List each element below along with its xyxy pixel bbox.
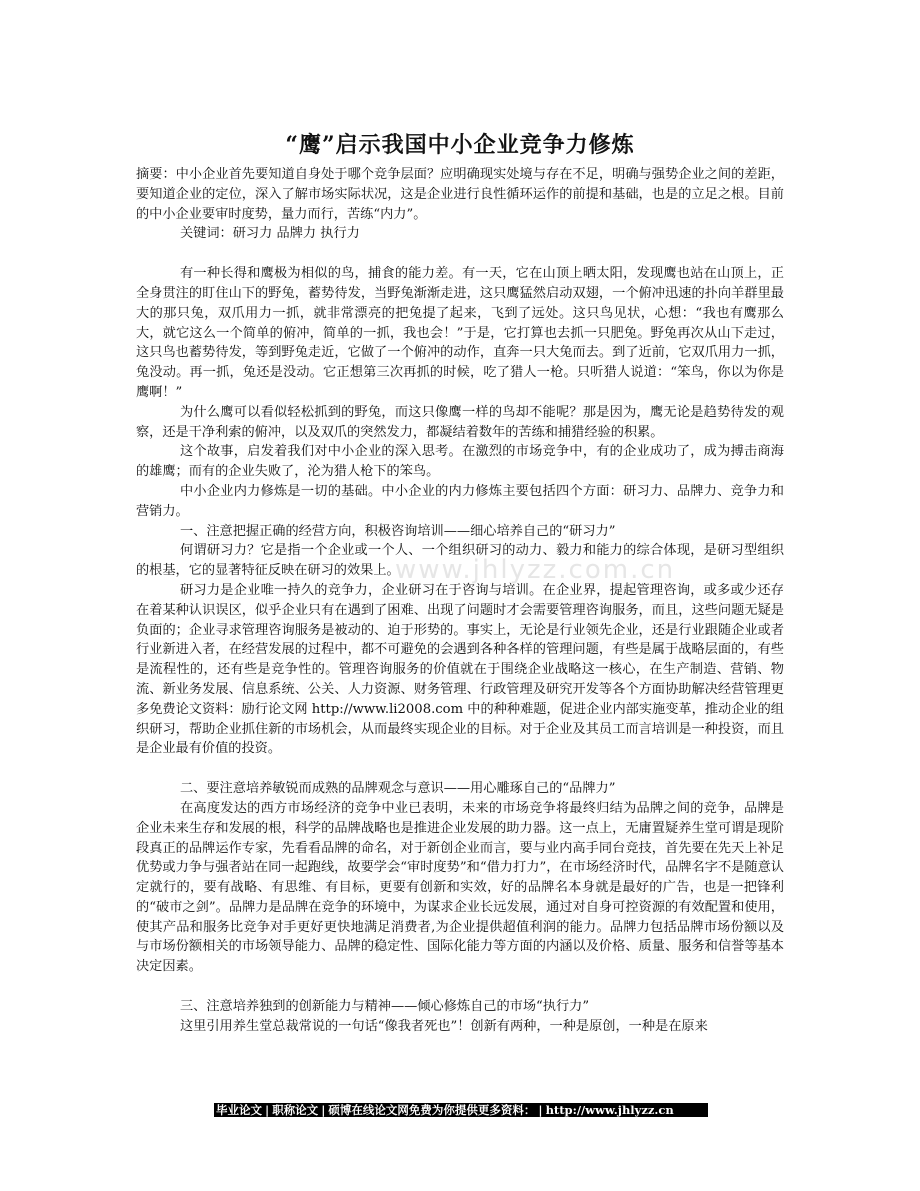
document-title: “鹰”启示我国中小企业竞争力修炼 — [285, 132, 635, 158]
footer-separator: | — [538, 1103, 543, 1117]
paragraph-learning-definition: 何谓研习力？它是指一个企业或一个人、一个组织研习的动力、毅力和能力的综合体现，是研习型组织的根基，它的显著特征反映在研习的效果上。 — [136, 543, 784, 579]
footer-link-title-paper[interactable]: 职称论文 — [272, 1103, 319, 1117]
abstract: 摘要：中小企业首先要知道自身处于哪个竞争层面？应明确现实处境与存在不足，明确与强势企业之间的差距，要知道企业的定位，深入了解市场实际状况，这是企业进行良性循环运作的前提和基础，也是的立足之根。目前的中小企业要审时度势，量力而行，苦练“内力”。 — [136, 167, 784, 222]
footer-separator: | — [321, 1103, 326, 1117]
section-heading-1: 一、注意把握正确的经营方向，积极咨询培训——细心培养自己的“研习力” — [180, 523, 616, 539]
paragraph-inspiration: 这个故事，启发着我们对中小企业的深入思考。在激烈的市场竞争中，有的企业成功了，成为搏击商海的雄鹰；而有的企业失败了，沦为猎人枪下的笨鸟。 — [136, 444, 784, 480]
footer-promo-text: 硕博在线论文网免费为你提供更多资料： — [328, 1103, 536, 1117]
document-body — [136, 128, 784, 1037]
paragraph-brand: 在高度发达的西方市场经济的竞争中业已表明，未来的市场竞争将最终归结为品牌之间的竞争，品牌是企业未来生存和发展的根，科学的品牌战略也是推进企业发展的助力器。这一点上，无庸置疑养生堂可谓是现阶段真正的品牌运作专家，先看看品牌的命名，对于新创企业而言，要与业内高手同台竞技，首先要在先天上补足优势或力争与强者站在同一起跑线，故要学会“审时度势”和“借力打力”，在市场经济时代，品牌名字不是随意认定就行的，要有战略、有思维、有目标，更要有创新和实效，好的品牌名本身就是最好的广告，也是一把锋利的“破市之剑”。品牌力是品牌在竞争的环境中，为谋求企业长远发展，通过对自身可控资源的有效配置和使用，使其产品和服务比竞争对手更好更快地满足消费者,为企业提供超值利润的能力。品牌力包括品牌市场份额以及与市场份额相关的市场领导能力、品牌的稳定性、国际化能力等方面的内涵以及价格、质量、服务和信誉等基本决定因素。 — [136, 800, 784, 975]
section-heading-2: 二、要注意培养敏锐而成熟的品牌观念与意识——用心雕琢自己的“品牌力” — [180, 781, 616, 797]
footer-link-thesis[interactable]: 毕业论文 — [216, 1103, 262, 1117]
paragraph-learning-consulting: 研习力是企业唯一持久的竞争力，企业研习在于咨询与培训。在企业界，提起管理咨询，或多或少还存在着某种认识误区，似乎企业只有在遇到了困难、出现了问题时才会需要管理咨询服务，而且，这些问题无疑是负面的；企业寻求管理咨询服务是被动的、迫于形势的。事实上，无论是行业领先企业，还是行业跟随企业或者行业新进入者，在经营发展的过程中，都不可避免的会遇到各种各样的管理问题，有些是属于战略层面的，有些是流程性的，还有些是竞争性的。管理咨询服务的价值就在于围绕企业战略这一核心，在生产制造、营销、物流、新业务发展、信息系统、公关、人力资源、财务管理、行政管理及研究开发等各个方面协助解决经营管理更多免费论文资料：励行论文网 http://www.li2008.com 中的种种难题，促进企业内部实施变革，推动企业的组织研习，帮助企业抓住新的市场机会，从而最终实现企业的目标。对于企业及其员工而言培训是一种投资，而且是企业最有价值的投资。 — [136, 582, 784, 757]
watermark-text: www.jhlyzz.com.cn — [395, 555, 676, 585]
section-heading-3: 三、注意培养独到的创新能力与精神——倾心修炼自己的市场“执行力” — [180, 999, 590, 1015]
paragraph-story: 有一种长得和鹰极为相似的鸟，捕食的能力差。有一天，它在山顶上晒太阳，发现鹰也站在山顶上，正全身贯注的盯住山下的野兔，蓄势待发，当野兔渐渐走进，这只鹰猛然启动双翅，一个俯冲迅速的扑向羊群里最大的那只兔，双爪用力一抓，就非常漂亮的把兔提了起来，飞到了远处。这只鸟见状，心想：“我也有鹰那么大，就它这么一个简单的俯冲，简单的一抓，我也会！”于是，它打算也去抓一只肥兔。野兔再次从山下走过，这只鸟也蓄势待发，等到野兔走近，它做了一个俯冲的动作，直奔一只大兔而去。到了近前，它双爪用力一抓，兔没动。再一抓，兔还是没动。它正想第三次再抓的时候，吃了猎人一枪。只听猎人说道：“笨鸟，你以为你是鹰啊！” — [136, 266, 784, 400]
footer-separator: | — [265, 1103, 270, 1117]
keywords: 关键词：研习力 品牌力 执行力 — [180, 226, 360, 242]
paragraph-why-eagle: 为什么鹰可以看似轻松抓到的野兔，而这只像鹰一样的鸟却不能呢？那是因为，鹰无论是趋势待发的观察，还是干净利索的俯冲，以及双爪的突然发力，都凝结着数年的苦练和捕猎经验的积累。 — [136, 404, 784, 440]
footer-url-link[interactable]: http://www.jhlyzz.cn — [545, 1103, 674, 1117]
paragraph-innovation: 这里引用养生堂总裁常说的一句话“像我者死也”！创新有两种，一种是原创，一种是在原来 — [180, 1018, 708, 1034]
footer-banner — [214, 1103, 708, 1117]
paragraph-internal-strength: 中小企业内力修炼是一切的基础。中小企业的内力修炼主要包括四个方面：研习力、品牌力、竞争力和营销力。 — [136, 483, 784, 519]
